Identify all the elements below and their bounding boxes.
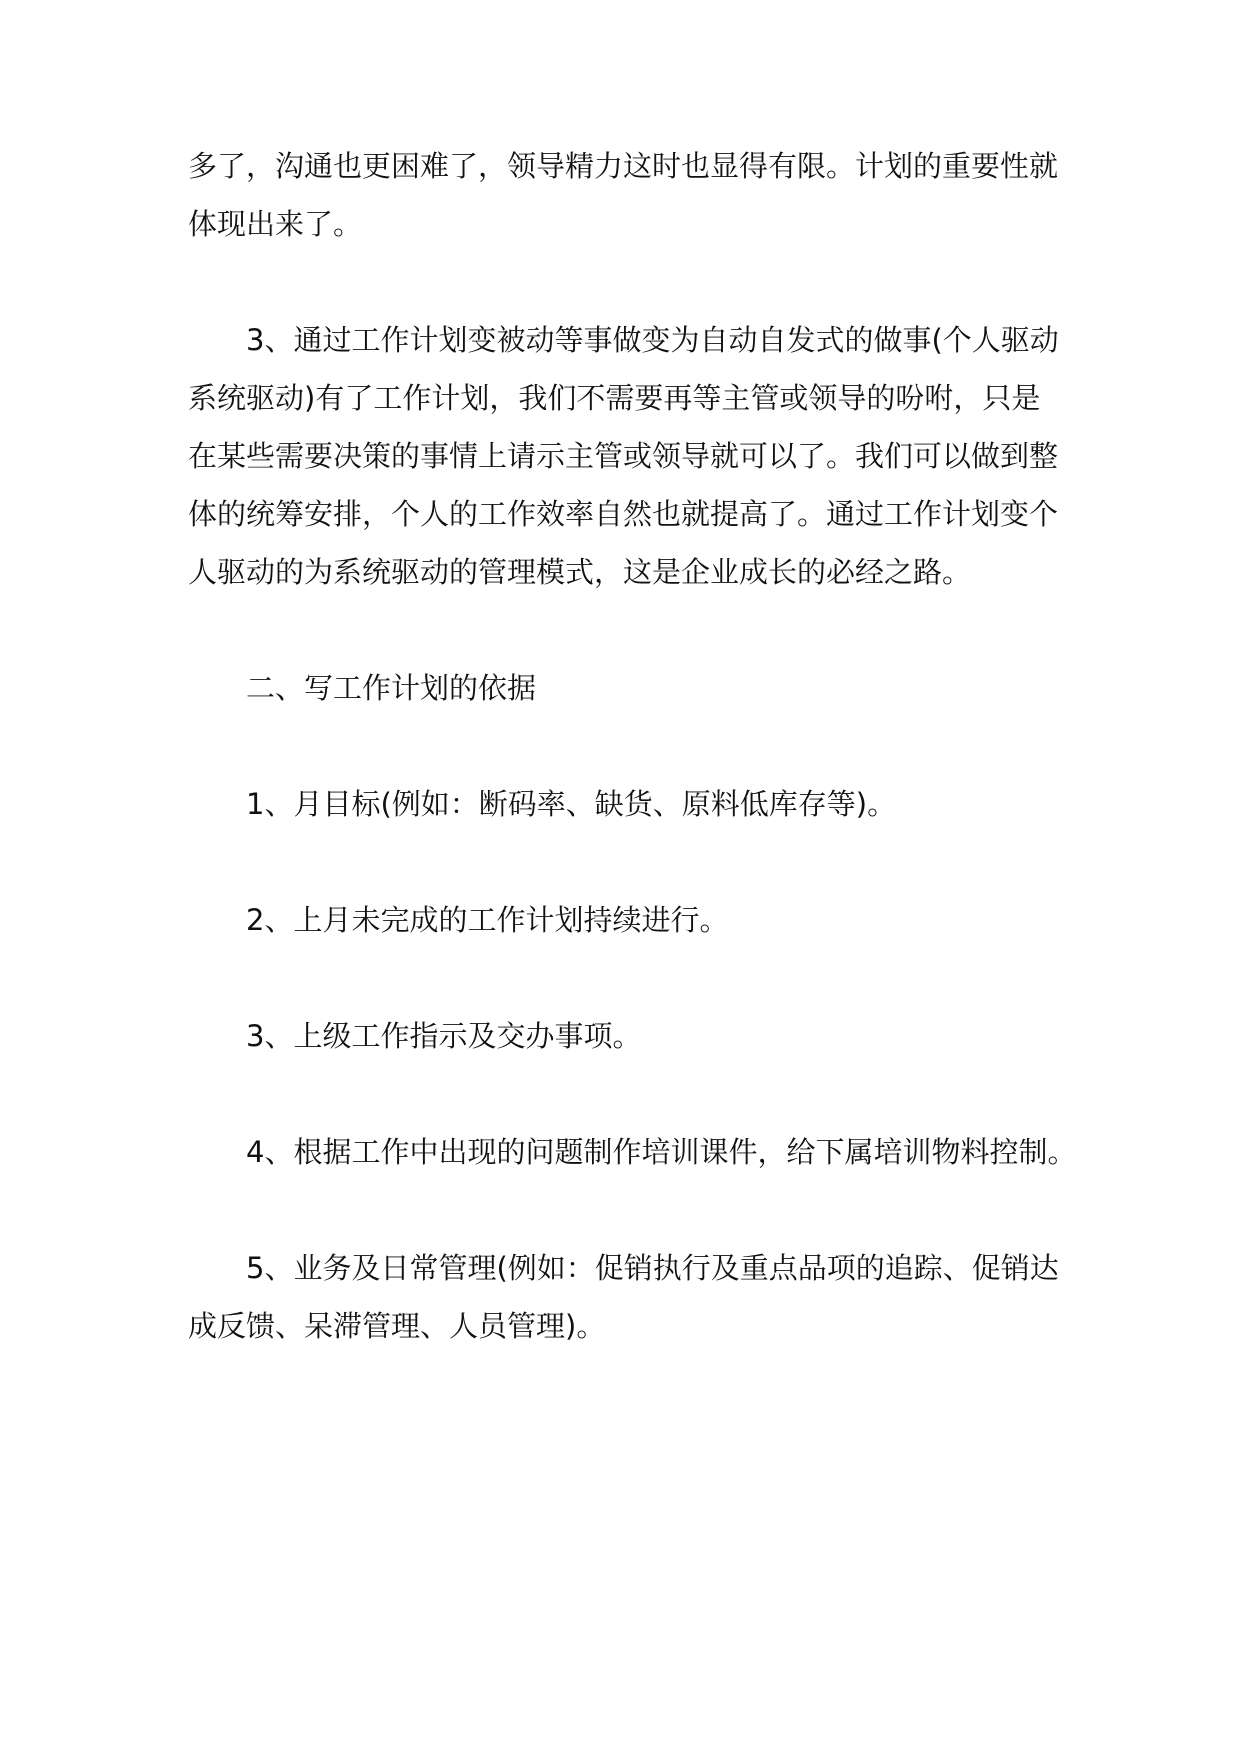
list-item-3: 3、上级工作指示及交办事项。 — [246, 1019, 642, 1053]
section-heading: 二、写工作计划的依据 — [246, 671, 537, 705]
paragraph-1-line-2: 体现出来了。 — [188, 207, 363, 241]
paragraph-2-line-4: 体的统筹安排，个人的工作效率自然也就提高了。通过工作计划变个 — [188, 497, 1059, 531]
paragraph-1-line-1: 多了，沟通也更困难了，领导精力这时也显得有限。计划的重要性就 — [188, 149, 1059, 183]
list-item-2: 2、上月未完成的工作计划持续进行。 — [246, 903, 729, 937]
list-item-1: 1、月目标(例如：断码率、缺货、原料低库存等)。 — [246, 787, 897, 821]
paragraph-2-line-5: 人驱动的为系统驱动的管理模式，这是企业成长的必经之路。 — [188, 555, 972, 589]
paragraph-2-line-1: 3、通过工作计划变被动等事做变为自动自发式的做事(个人驱动 — [246, 323, 1059, 357]
list-item-5-line-1: 5、业务及日常管理(例如：促销执行及重点品项的追踪、促销达 — [246, 1251, 1059, 1285]
paragraph-2-line-3: 在某些需要决策的事情上请示主管或领导就可以了。我们可以做到整 — [188, 439, 1059, 473]
list-item-4: 4、根据工作中出现的问题制作培训课件，给下属培训物料控制。 — [246, 1135, 1077, 1169]
paragraph-2-line-2: 系统驱动)有了工作计划，我们不需要再等主管或领导的吩咐，只是 — [188, 381, 1041, 415]
list-item-5-line-2: 成反馈、呆滞管理、人员管理)。 — [188, 1309, 606, 1343]
